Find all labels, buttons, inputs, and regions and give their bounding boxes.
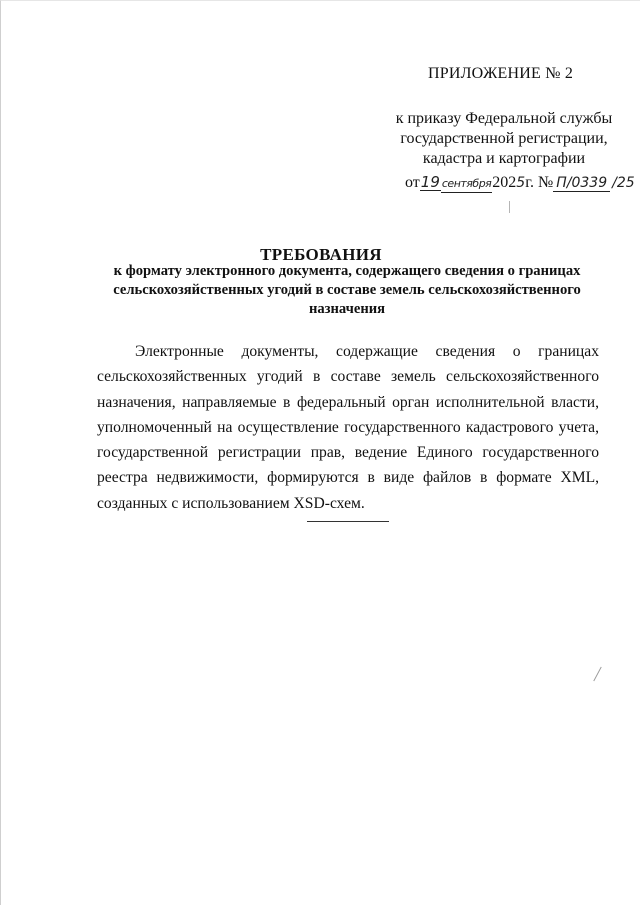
document-title: ТРЕБОВАНИЯ <box>260 245 382 264</box>
appendix-heading: ПРИЛОЖЕНИЕ № 2 <box>428 65 574 82</box>
scan-mark <box>509 201 510 213</box>
order-date-number <box>405 174 635 193</box>
number-sign: № <box>537 174 554 191</box>
scan-mark <box>593 667 601 682</box>
document-subtitle: к формату электронного документа, содержащего сведения о границах сельскохозяйственных угодий в составе земель сельскохозяйственного назначения <box>113 263 581 317</box>
date-prefix: от <box>405 174 420 191</box>
handwritten-number-suffix: /25 <box>612 175 635 191</box>
handwritten-year-suffix: 5 <box>516 175 526 191</box>
date-year: 202 <box>492 174 517 191</box>
body-paragraph: Электронные документы, содержащие сведения о границах сельскохозяйственных угодий в составе земель сельскохозяйственного назначения, направляемые в федеральный орган исполнительной власти, уполномоченный на осуществление государственного кадастрового учета, государственной регистрации прав, ведение Единого государственного реестра недвижимости, формируются в виде файлов в формате XML, созданных с использованием XSD-схем. <box>97 343 599 512</box>
end-separator-line <box>307 521 389 522</box>
year-abbrev: г. <box>525 174 534 191</box>
handwritten-day: 19 <box>420 173 440 191</box>
handwritten-order-number: П/0339 <box>553 175 610 192</box>
handwritten-month: сентября <box>441 176 492 193</box>
order-reference: к приказу Федеральной службы государственной регистрации, кадастра и картографии <box>395 110 613 167</box>
